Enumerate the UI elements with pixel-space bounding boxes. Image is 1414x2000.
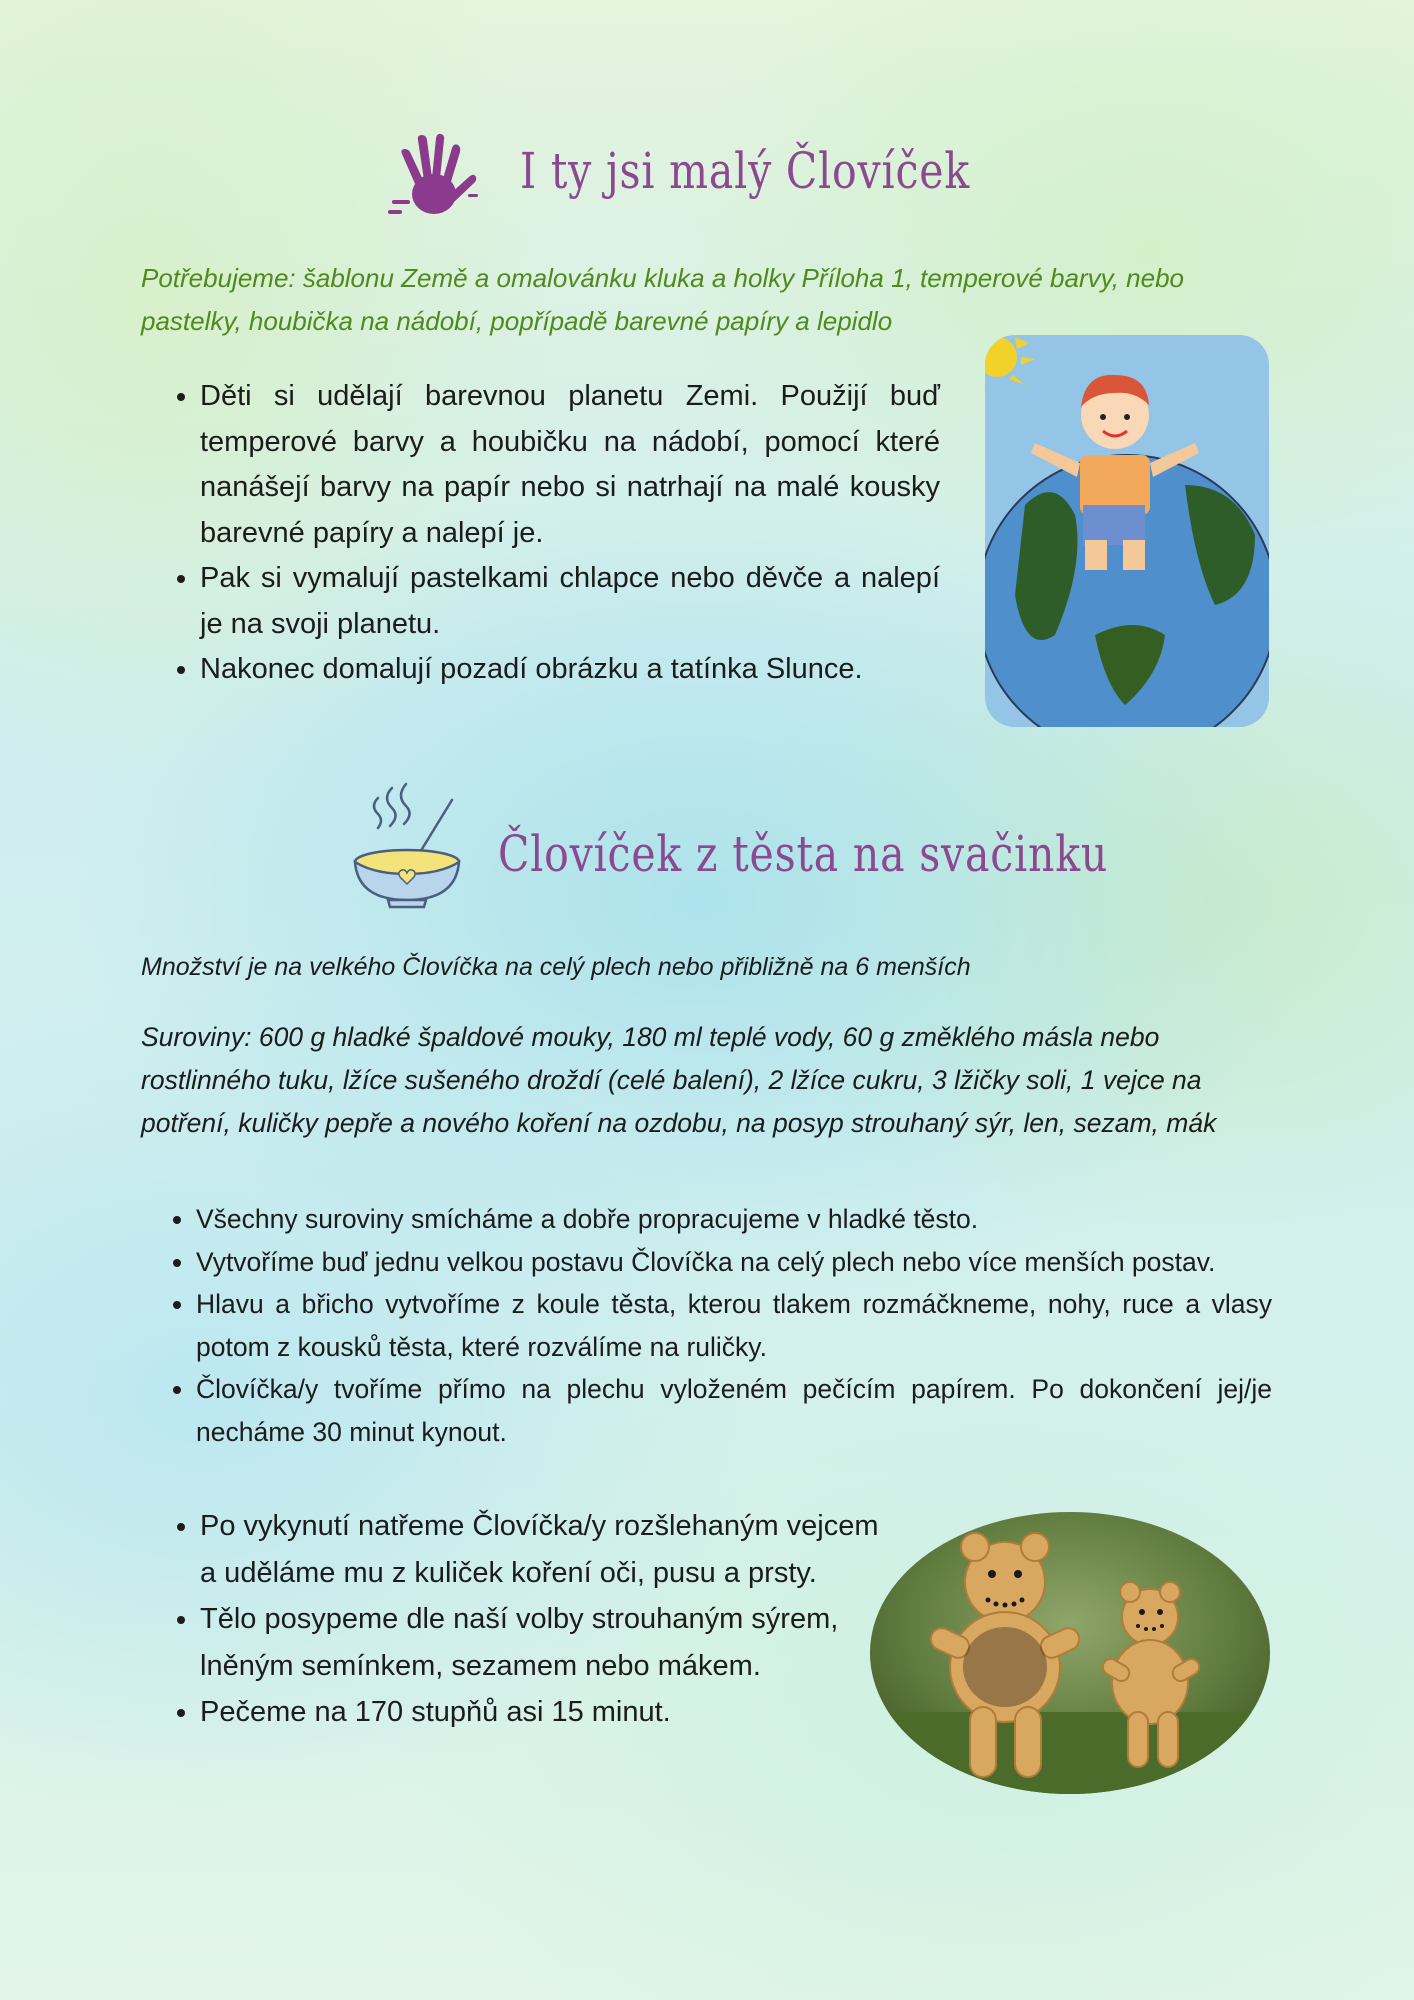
bowl-icon [350,780,465,910]
list-item: • Po vykynutí natřeme Človíčka/y rozšlehaným vejcem a uděláme mu z kuliček koření oči, pusu a prsty. [200,1503,880,1596]
list-item: • Pak si vymalují pastelkami chlapce nebo děvče a nalepí je na svoji planetu. [200,556,940,647]
section1-needs: Potřebujeme: šablonu Země a omalovánku kluka a holky Příloha 1, temperové barvy, nebo pastelky, houbička na nádobí, popřípadě barevné papíry a lepidlo [141,263,1184,336]
section1-title: I ty jsi malý Človíček [520,142,970,200]
earth-drawing-image [985,335,1269,727]
list-item: • Tělo posypeme dle naší volby strouhaným sýrem, lněným semínkem, sezamem nebo mákem. [200,1596,880,1689]
list-item: • Pečeme na 170 stupňů asi 15 minut. [200,1689,880,1736]
hand-icon [384,130,480,226]
dough-figures-image [870,1512,1270,1794]
list-item: • Človíčka/y tvoříme přímo na plechu vyloženém pečícím papírem. Po dokončení jej/je necháme 30 minut kynout. [196,1368,1272,1453]
list-item: • Všechny suroviny smícháme a dobře propracujeme v hladké těsto. [196,1198,1272,1241]
section2-ingredients: Suroviny: 600 g hladké špaldové mouky, 180 ml teplé vody, 60 g změklého másla nebo rostlinného tuku, lžíce sušeného droždí (celé balení), 2 lžíce cukru, 3 lžičky soli, 1 vejce na potření, kuličky pepře a nového koření na ozdobu, na posyp strouhaný sýr, len, sezam, mák [141,1022,1217,1138]
list-item: • Hlavu a břicho vytvoříme z koule těsta, kterou tlakem rozmáčkneme, nohy, ruce a vlasy potom z kousků těsta, které rozválíme na ruličky. [196,1283,1272,1368]
section2-steps [196,1198,1272,1453]
section2-amount: Množství je na velkého Človíčka na celý plech nebo přibližně na 6 menších [141,953,971,981]
section2-title: Človíček z těsta na svačinku [498,825,1109,883]
list-item: • Děti si udělají barevnou planetu Zemi. Použijí buď temperové barvy a houbičku na nádobí, pomocí které nanášejí barvy na papír nebo si natrhají na malé kousky barevné papíry a nalepí je. [200,374,940,556]
section1-steps [200,374,940,693]
list-item: • Nakonec domalují pozadí obrázku a tatínka Slunce. [200,647,940,693]
section2-steps-bake [200,1503,880,1736]
list-item: • Vytvoříme buď jednu velkou postavu Človíčka na celý plech nebo více menších postav. [196,1241,1272,1284]
